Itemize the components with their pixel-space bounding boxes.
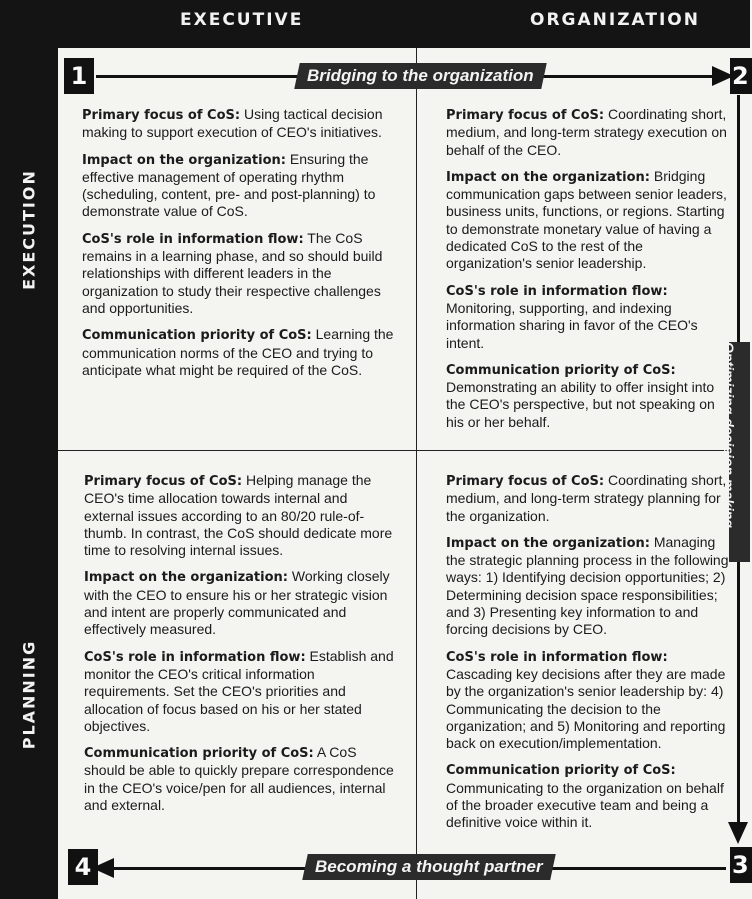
step-number-1: 1 [64,58,94,94]
q1-communication-text: Learning the communication norms of the CEO and trying to anticipate what might be required of the CoS. [82,326,394,378]
q3-communication-label: Communication priority of CoS: [84,746,314,762]
q1-impact [82,151,400,221]
q1-info-flow-label: CoS's role in information flow: [82,231,304,247]
q3-info-flow-label: CoS's role in information flow: [84,649,306,665]
q1-impact-text: Ensuring the effective management of operating rhythm (scheduling, content, pre- and post-planning) to demonstrate value of CoS. [82,150,376,220]
q2-impact-label: Impact on the organization: [446,169,650,185]
down-arrowhead-icon [728,822,748,844]
q2-communication-label: Communication priority of CoS: [446,362,676,378]
row-header-execution: EXECUTION [19,169,39,290]
q3-primary-focus-text: Helping manage the CEO's time allocation towards internal and external issues according to an 80/20 rule-of-thumb. In contrast, the CoS should dedicate more time to resolving internal issues. [84,472,393,559]
q1-info-flow [82,230,400,317]
q4-communication-text: Communicating to the organization on behalf of the broader executive team and being a definitive voice within it. [446,779,724,831]
q3-primary-focus-label: Primary focus of CoS: [84,474,243,489]
column-header-executive: EXECUTIVE [180,10,304,30]
q2-primary-focus [446,106,728,159]
step-number-3: 3 [730,847,752,883]
q4-info-flow-text: Cascading key decisions after they are made by the organization's senior leadership by: 4) Communicating the decision to the organization; and 5) Monitoring and reporting back on execution/implementation. [446,665,726,752]
q2-primary-focus-label: Primary focus of CoS: [446,108,605,123]
q3-impact-text: Working closely with the CEO to ensure his or her strategic vision and intent are properly communicated and effectively measured. [84,568,390,638]
q1-communication [82,326,400,379]
q2-communication [446,361,728,431]
q4-impact-text: Managing the strategic planning process in the following ways: 1) Identifying decision opportunities; 2) Determining decision space responsibilities; and 3) Presenting key information to and forcing decisions by CEO. [446,533,729,638]
q2-info-flow-label: CoS's role in information flow: [446,283,668,299]
banner-bridging [294,63,546,89]
q4-primary-focus-text: Coordinating short, medium, and long-term strategy planning for the organization. [446,472,727,524]
q4-info-flow-label: CoS's role in information flow: [446,649,668,665]
q3-communication [84,744,400,814]
q3-primary-focus [84,472,400,559]
q3-impact-label: Impact on the organization: [84,570,288,586]
quadrant-organization-planning [446,472,730,841]
q4-primary-focus-label: Primary focus of CoS: [446,474,605,489]
q2-primary-focus-text: Coordinating short, medium, and long-term strategy execution on behalf of the CEO. [446,106,727,158]
q3-info-flow [84,648,400,735]
q1-primary-focus [82,106,400,142]
banner-optimizing [721,342,750,562]
horizontal-divider [58,450,750,451]
q4-primary-focus [446,472,730,525]
step-number-4: 4 [68,849,98,885]
banner-optimizing-text: Optimizing decision making [721,342,737,528]
banner-thought-partner-text: Becoming a thought partner [315,857,543,876]
q1-primary-focus-text: Using tactical decision making to support execution of CEO's initiatives. [82,106,383,141]
banner-thought-partner [302,854,555,880]
q3-info-flow-text: Establish and monitor the CEO's critical information requirements. Set the CEO's priorities and allocation of focus based on his or her stated objectives. [84,647,394,734]
q2-info-flow-text: Monitoring, supporting, and indexing information sharing in favor of the CEO's intent. [446,299,698,351]
q4-impact [446,534,730,639]
q1-impact-label: Impact on the organization: [82,152,286,168]
row-header-planning: PLANNING [19,639,39,750]
column-header-organization: ORGANIZATION [530,10,700,30]
q1-info-flow-text: The CoS remains in a learning phase, and so should build relationships with different leaders in the organization to study their respective challenges and opportunities. [82,229,383,316]
q4-info-flow [446,648,730,753]
q4-impact-label: Impact on the organization: [446,535,650,551]
vertical-divider [416,48,417,899]
banner-bridging-text: Bridging to the organization [307,66,534,85]
q4-communication-label: Communication priority of CoS: [446,763,676,779]
q2-communication-text: Demonstrating an ability to offer insight into the CEO's perspective, but not speaking on his or her behalf. [446,379,715,430]
q3-impact [84,568,400,638]
q3-communication-text: A CoS should be able to quickly prepare correspondence in the CEO's voice/pen for all audiences, internal and external. [84,744,394,814]
q2-impact-text: Bridging communication gaps between senior leaders, business units, functions, or regions. Starting to demonstrate monetary value of having a dedicated CoS to the rest of the organization's senior leadership. [446,167,727,272]
q4-communication [446,761,730,831]
quadrant-executive-planning [84,472,400,823]
quadrant-organization-execution [446,106,728,440]
q1-communication-label: Communication priority of CoS: [82,328,312,344]
q1-primary-focus-label: Primary focus of CoS: [82,108,241,123]
quadrant-executive-execution [82,106,400,388]
step-number-2: 2 [730,58,752,94]
q2-info-flow [446,282,728,352]
q2-impact [446,168,728,273]
